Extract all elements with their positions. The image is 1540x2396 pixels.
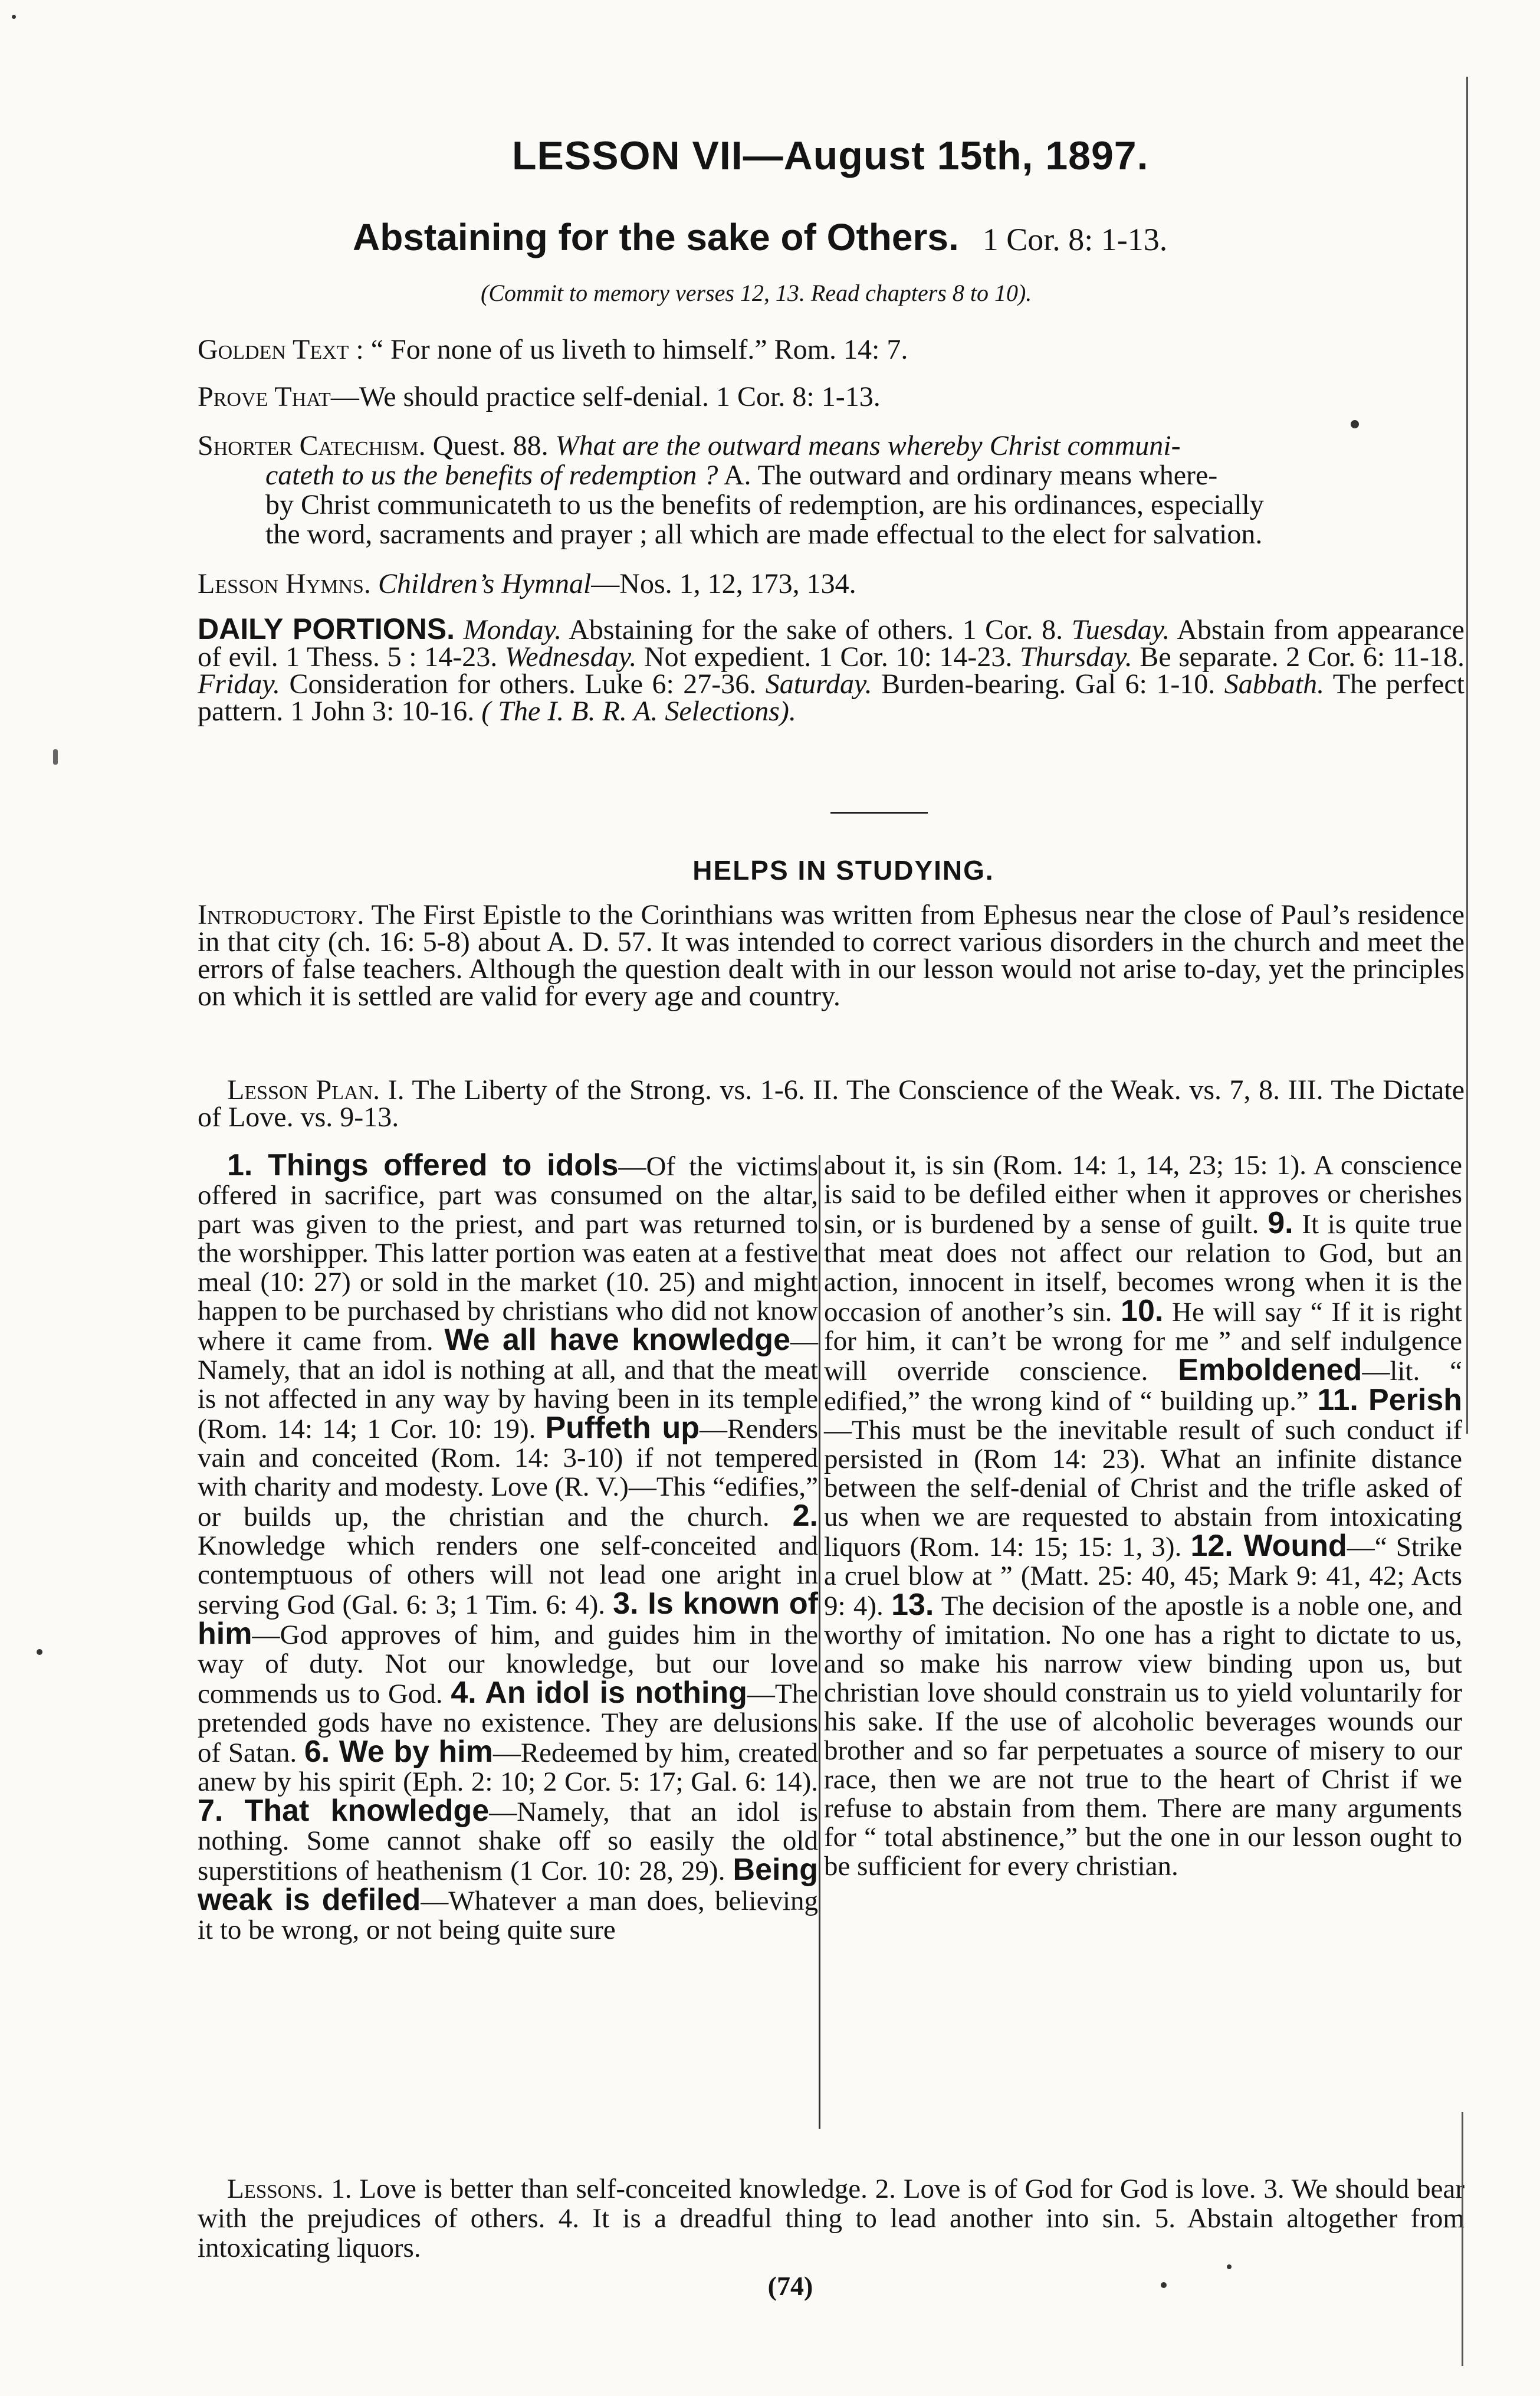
catechism-line-1: [198, 430, 1181, 463]
right-text-4: —lit. “ edified,” the wrong kind of “ building up.”: [824, 1356, 1462, 1417]
catechism-question-1: What are the outward means whereby Christ communi-: [555, 430, 1181, 461]
lesson-title: LESSON VII—August 15th, 1897.: [512, 133, 1149, 178]
hymns-numbers: —Nos. 1, 12, 173, 134.: [591, 568, 856, 599]
golden-text-label: Golden Text: [198, 334, 349, 365]
page-edge-shadow: [1466, 77, 1468, 1434]
right-heading-3: 10.: [1121, 1294, 1164, 1328]
right-text-1: about it, is sin (Rom. 14: 1, 14, 23; 15: 1). A conscience is said to be defiled either when it approves or cherishes sin, or is burdened by a sense of guilt.: [824, 1150, 1462, 1240]
hymns-label: Lesson Hymns.: [198, 568, 371, 599]
introductory-label: Introductory.: [198, 899, 365, 930]
catechism-line-4: the word, sacraments and prayer ; all which are made effectual to the elect for salvation.: [265, 519, 1263, 550]
right-text-6: —“ Strike a cruel blow at ” (Matt. 25: 40, 45; Mark 9: 41, 42; Acts 9: 4).: [824, 1532, 1462, 1621]
ink-speck: [53, 749, 58, 765]
day-wednesday-text: Not expedient. 1 Cor. 10: 14-23.: [636, 641, 1020, 673]
day-tuesday-text: Abstain from appearance of evil. 1 Thess. 5 : 14-23.: [198, 614, 1465, 673]
catechism-label: Shorter Catechism.: [198, 430, 426, 461]
day-wednesday: Wednesday.: [504, 641, 637, 673]
daily-label: DAILY PORTIONS.: [198, 612, 455, 645]
note-heading-9: 7. That knowledge: [198, 1794, 490, 1828]
note-heading-6: 3. Is known of him: [198, 1587, 818, 1651]
right-text-2: It is quite true that meat does not affect our relation to God, but an action, innocent in itself, becomes wrong when it is the occasion of another’s sin.: [824, 1209, 1462, 1328]
lesson-subtitle: [353, 215, 1414, 259]
day-saturday: Saturday.: [765, 668, 872, 700]
introductory-text: The First Epistle to the Corinthians was written from Ephesus near the close of Paul’s residence in that city (ch. 16: 5-8) about A. D. 57. It was intended to correct various disorders in the church and meet the errors of false teachers. Although the question dealt with in our lesson would not arise to-day, yet the principles on which it is settled are valid for every age and country.: [198, 899, 1465, 1012]
section-divider: [830, 812, 928, 814]
prove-that-body: —We should practice self-denial. 1 Cor. 8: 1-13.: [330, 381, 881, 412]
day-thursday: Thursday.: [1020, 641, 1132, 673]
catechism-answer-1: A. The outward and ordinary means where-: [723, 460, 1218, 491]
day-thursday-text: Be separate. 2 Cor. 6: 11-18.: [1132, 641, 1465, 673]
lesson-hymns: [198, 568, 856, 601]
ink-speck: [1161, 2282, 1167, 2288]
note-text-4: (R. V.)—This “edifies,” or builds up, the christian and the church.: [198, 1471, 819, 1532]
right-text-3: He will say “ If it is right for him, it can’t be wrong for me ” and self indulgence will override conscience.: [824, 1297, 1462, 1387]
day-monday: Monday.: [463, 614, 562, 645]
note-heading-3: Puffeth up: [545, 1411, 700, 1445]
lessons-summary: [198, 2174, 1465, 2263]
note-heading-7: 4. An idol is nothing: [451, 1676, 747, 1710]
note-text-2: —Namely, that an idol is nothing at all, and that the meat is not affected in any way by having been in its temple (Rom. 14: 14; 1 Cor. 10: 19).: [198, 1326, 818, 1444]
note-heading-1: 1. Things offered to idols: [227, 1148, 619, 1182]
note-heading-10: Being weak is defiled: [198, 1853, 818, 1917]
note-heading-8: 6. We by him: [304, 1735, 493, 1769]
right-text-5: —This must be the inevitable result of such conduct if persisted in (Rom 14: 23). What an infinite distance between the self-denial of Christ and the trifle asked of us when we are requested to abstain from intoxicating liquors (Rom. 14: 15; 15: 1, 3).: [824, 1415, 1462, 1562]
golden-text-body: : “ For none of us liveth to himself.” Rom. 14: 7.: [356, 334, 908, 365]
ink-speck: [1351, 420, 1359, 428]
note-text-6: —God approves of him, and guides him in the way of duty. Not our knowledge, but our love commends us to God.: [198, 1620, 818, 1709]
ink-speck: [1227, 2264, 1232, 2269]
right-heading-2: 9.: [1268, 1206, 1293, 1240]
page-number: (74): [767, 2271, 813, 2301]
catechism-question-2: cateth to us the benefits of redemption ?: [265, 460, 718, 491]
day-friday: Friday.: [198, 668, 280, 700]
right-heading-6: 12. Wound: [1190, 1529, 1347, 1563]
right-heading-4: Emboldened: [1178, 1353, 1362, 1387]
subtitle-reference: 1 Cor. 8: 1-13.: [982, 222, 1168, 257]
note-text-3: —Renders vain and conceited (Rom. 14: 3-10) if not tempered with charity and modesty.: [198, 1414, 818, 1502]
lessons-label: Lessons.: [227, 2174, 324, 2204]
right-heading-5: 11. Perish: [1317, 1383, 1463, 1417]
catechism-line-2: [265, 459, 1217, 492]
note-text-7: —The pretended gods have no existence. They are delusions of Satan.: [198, 1679, 818, 1768]
lesson-plan-label: Lesson Plan.: [227, 1074, 380, 1106]
lesson-plan: [198, 1074, 1465, 1133]
memory-instruction: (Commit to memory verses 12, 13. Read chapters 8 to 10).: [481, 280, 1032, 306]
prove-that-label: Prove That: [198, 381, 331, 412]
right-text-7: The decision of the apostle is a noble one, and worthy of imitation. No one has a right to dictate to us, and so make his narrow view binding upon us, but christian love should constrain us to yield voluntarily for his sake. If the use of alcoholic beverages wounds our brother and so far perpetuates a source of misery to our race, then we are not true to the heart of Christ if we refuse to abstain from them. There are many arguments for “ total abstinence,” but the one in our lesson ought to be sufficient for every christian.: [824, 1591, 1462, 1882]
notes-right-column: [824, 1151, 1462, 1881]
ink-speck: [37, 1649, 42, 1655]
column-divider: [819, 1155, 820, 2129]
lessons-text: 1. Love is better than self-conceited knowledge. 2. Love is of God for God is love. 3. We should bear with the prejudices of others. 4. It is a dreadful thing to lead another into sin. 5. Abstain altogether from intoxicating liquors.: [198, 2174, 1465, 2263]
selections: ( The I. B. R. A. Selections).: [481, 696, 796, 727]
ink-speck: [12, 15, 16, 19]
note-text-5: Knowledge which renders one self-conceited and contemptuous of others will not lead one aright in serving God (Gal. 6: 3; 1 Tim. 6: 4).: [198, 1530, 818, 1620]
note-heading-4: Love: [491, 1471, 548, 1502]
day-monday-text: Abstaining for the sake of others. 1 Cor. 8.: [562, 614, 1072, 645]
note-heading-5: 2.: [792, 1499, 818, 1533]
note-text-8: —Redeemed by him, created anew by his spirit (Eph. 2: 10; 2 Cor. 5: 17; Gal. 6: 14).: [198, 1738, 818, 1797]
daily-portions: [198, 612, 1465, 727]
prove-that: [198, 381, 881, 414]
catechism-quest: Quest. 88.: [432, 430, 549, 461]
subtitle-main: Abstaining for the sake of Others.: [353, 216, 959, 258]
note-heading-2: We all have knowledge: [444, 1323, 790, 1357]
note-text-9: —Namely, that an idol is nothing. Some cannot shake off so easily the old superstitions of heathenism (1 Cor. 10: 28, 29).: [198, 1797, 819, 1886]
golden-text: [198, 333, 908, 366]
day-friday-text: Consideration for others. Luke 6: 27-36.: [280, 668, 766, 700]
right-heading-7: 13.: [891, 1588, 934, 1622]
day-sabbath-text: The perfect pattern. 1 John 3: 10-16.: [198, 668, 1465, 727]
notes-left-column: [198, 1148, 819, 1945]
helps-heading: HELPS IN STUDYING.: [692, 855, 994, 886]
day-saturday-text: Burden-bearing. Gal 6: 1-10.: [872, 668, 1224, 700]
page-edge-shadow-bottom: [1462, 2112, 1463, 2366]
note-text-1: —Of the victims offered in sacrifice, part was consumed on the altar, part was given to the priest, and part was returned to the worshipper. This latter portion was eaten at a festive meal (10: 27) or sold in the market (10. 25) and might happen to be purchased by christians who did not know where it came from.: [198, 1151, 818, 1356]
day-tuesday: Tuesday.: [1071, 614, 1170, 645]
hymns-book: Children’s Hymnal: [377, 568, 592, 599]
day-sabbath: Sabbath.: [1224, 668, 1325, 700]
introductory: [198, 899, 1465, 1012]
lesson-plan-text: I. The Liberty of the Strong. vs. 1-6. II. The Conscience of the Weak. vs. 7, 8. III. The Dictate of Love. vs. 9-13.: [198, 1074, 1465, 1133]
catechism-line-3: by Christ communicateth to us the benefits of redemption, are his ordinances, especially: [265, 489, 1264, 520]
note-text-10: —Whatever a man does, believing it to be wrong, or not being quite sure: [198, 1886, 819, 1945]
